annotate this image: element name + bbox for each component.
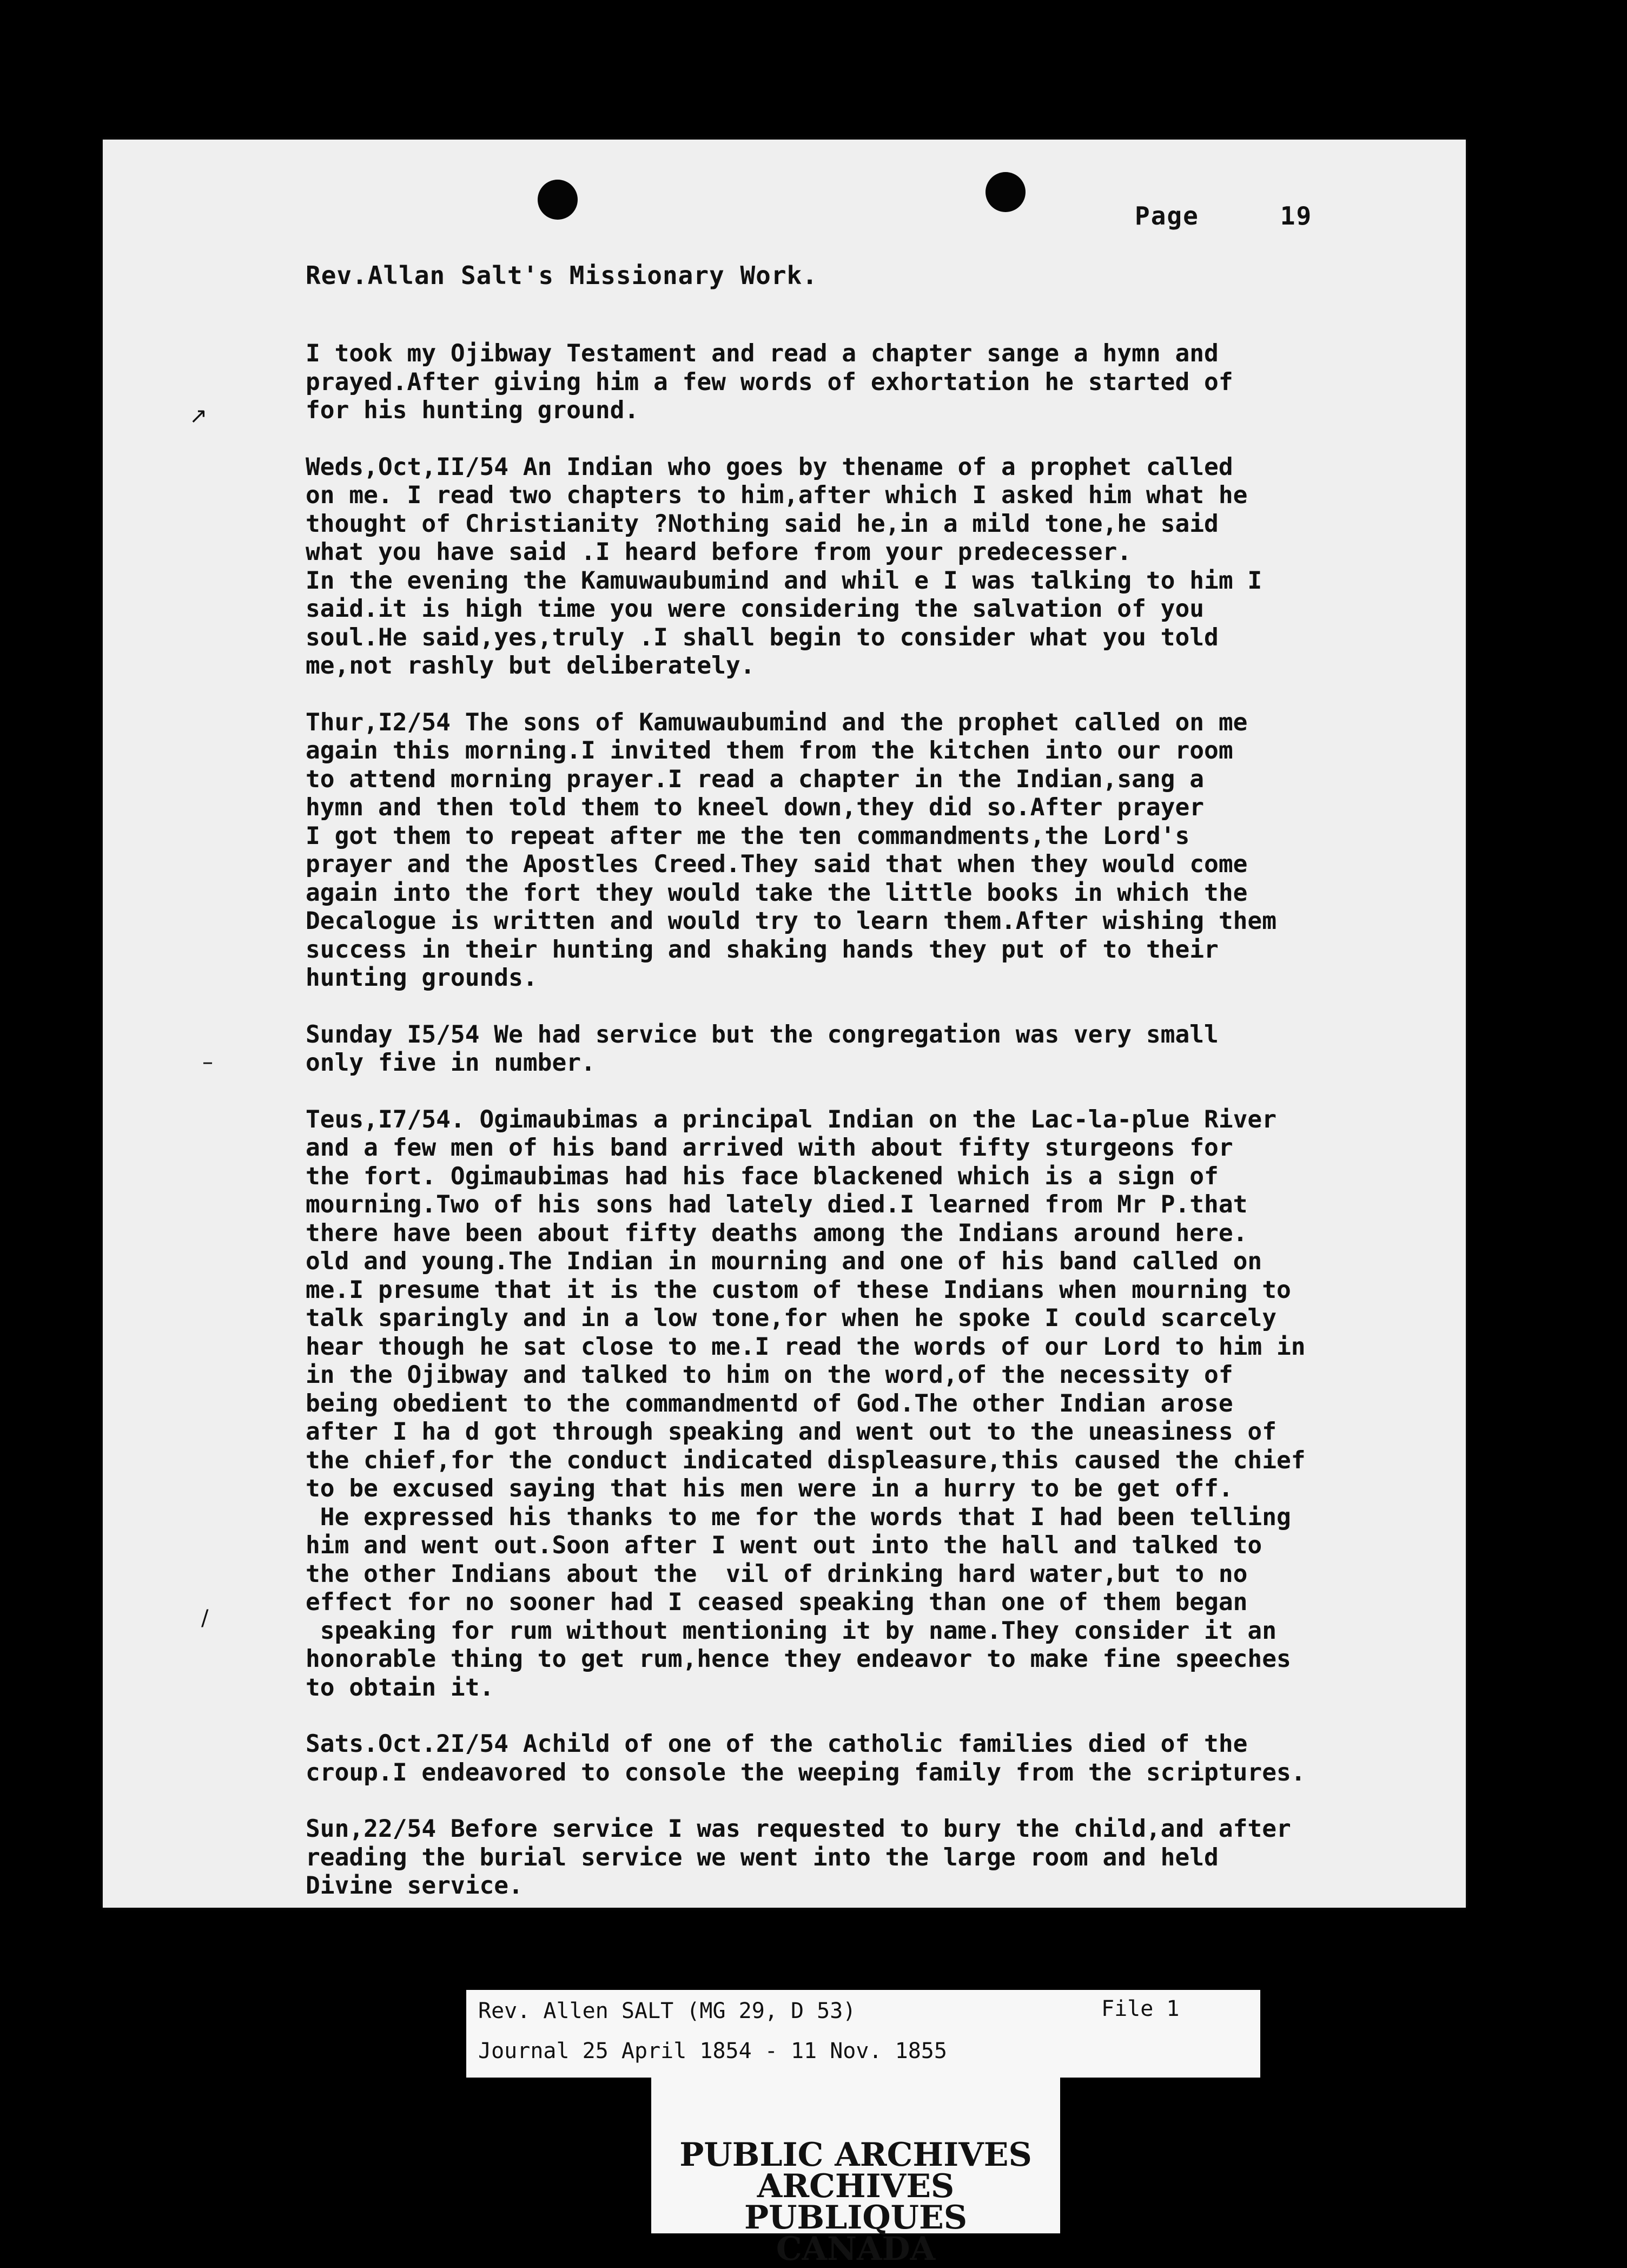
journal-paragraph: I took my Ojibway Testament and read a chapter sange a hymn and prayed.After giving him a few words of exhortation he started of for his hunting ground.: [306, 340, 1233, 424]
archive-label-card: [466, 1990, 1260, 2078]
margin-mark-arrow: ↗: [189, 404, 208, 428]
journal-entry-oct-22: Sun,22/54 Before service I was requested to bury the child,and after reading the burial service we went into the large room and held Divine service.: [306, 1815, 1291, 1900]
page-label: Page: [1135, 201, 1199, 230]
label-file: File 1: [1101, 1996, 1180, 2021]
label-journal-dates: Journal 25 April 1854 - 11 Nov. 1855: [478, 2039, 947, 2063]
journal-entry-oct-12: Thur,I2/54 The sons of Kamuwaubumind and the prophet called on me again this morning.I invited them from the kitchen into our room to attend morning prayer.I read a chapter in the Indian,sang a hymn and then told them to kneel down,they did so.After prayer I got them to repeat after me the ten commandments,the Lord's prayer and the Apostles Creed.They said that when they would come again into the fort they would take the little books in which the Decalogue is written and would try to learn them.After wishing them success in their hunting and shaking hands they put of to their hunting grounds.: [306, 708, 1277, 992]
page-number: 19: [1280, 201, 1313, 230]
journal-body: [306, 340, 1447, 1929]
document-title: Rev.Allan Salt's Missionary Work.: [306, 261, 818, 290]
punch-hole-right: [986, 172, 1026, 212]
archives-stamp: [651, 2136, 1060, 2268]
journal-entry-oct-21: Sats.Oct.2I/54 Achild of one of the catholic families died of the croup.I endeavored to console the weeping family from the scriptures.: [306, 1730, 1306, 1786]
journal-entry-oct-15: Sunday I5/54 We had service but the congregation was very small only five in number.: [306, 1020, 1219, 1077]
margin-mark-tick: /: [201, 1606, 209, 1631]
label-fonds: Rev. Allen SALT (MG 29, D 53): [478, 1999, 856, 2023]
margin-mark-dash: –: [202, 1050, 213, 1074]
page-header: [1135, 201, 1312, 230]
stamp-line-english: PUBLIC ARCHIVES: [679, 2136, 1032, 2174]
stamp-line-french: ARCHIVES PUBLIQUES: [744, 2167, 968, 2237]
stamp-line-country: CANADA: [776, 2230, 936, 2268]
punch-hole-left: [538, 180, 578, 220]
journal-entry-oct-11: Weds,Oct,II/54 An Indian who goes by thename of a prophet called on me. I read two chapters to him,after which I asked him what he thought of Christianity ?Nothing said he,in a mild tone,he said what you have said .I heard before from your predecesser. In the evening the Kamuwaubumind and whil e I was talking to him I said.it is high time you were considering the salvation of you soul.He said,yes,truly .I shall begin to consider what you told me,not rashly but deliberately.: [306, 453, 1262, 680]
journal-entry-oct-17: Teus,I7/54. Ogimaubimas a principal Indian on the Lac-la-plue River and a few men of his band arrived with about fifty sturgeons for the fort. Ogimaubimas had his face blackened which is a sign of mourning.Two of his sons had lately died.I learned from Mr P.that there have been about fifty deaths among the Indians around here. old and young.The Indian in mourning and one of his band called on me.I presume that it is the custom of these Indians when mourning to talk sparingly and in a low tone,for when he spoke I could scarcely hear though he sat close to me.I read the words of our Lord to him in in the Ojibway and talked to him on the word,of the necessity of being obedient to the commandmentd of God.The other Indian arose after I ha d got through speaking and went out to the uneasiness of the chief,for the conduct indicated displeasure,this caused the chief to be excused saying that his men were in a hurry to be get off. He expressed his thanks to me for the words that I had been telling him and went out.Soon after I went out into the hall and talked to the other Indians about the vil of drinking hard water,but to no effect for no sooner had I ceased speaking than one of them began speaking for rum without mentioning it by name.They consider it an honorable thing to get rum,hence they endeavor to make fine speeches to obtain it.: [306, 1105, 1306, 1702]
